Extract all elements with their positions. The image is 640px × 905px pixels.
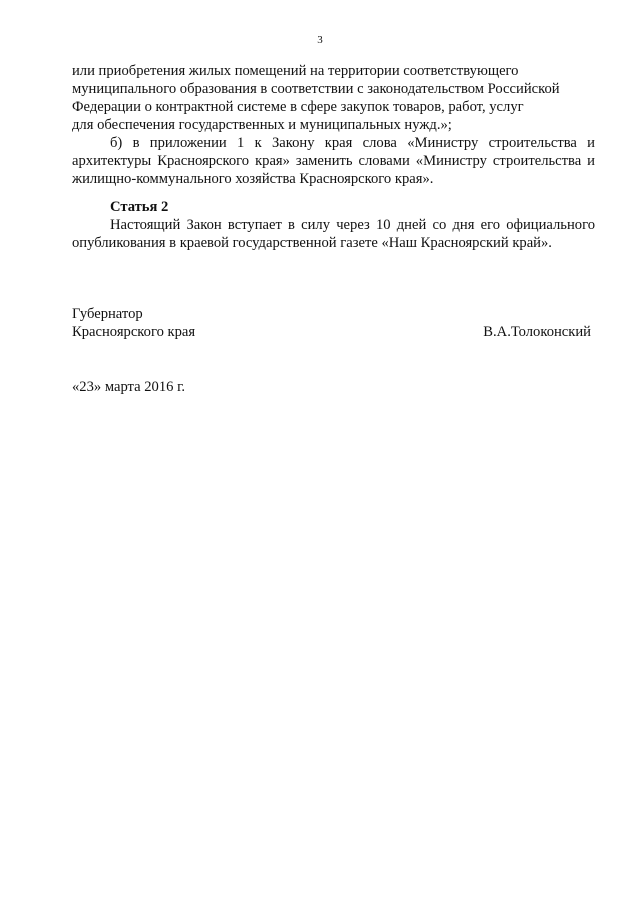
signing-date: «23» марта 2016 г. (72, 379, 186, 395)
continuation-block (72, 62, 595, 188)
continuation-line-2: муниципального образования в соответствии с законодательством Российской (72, 81, 560, 97)
article-2-block (72, 198, 595, 252)
continuation-line-3: Федерации о контрактной системе в сфере закупок товаров, работ, услуг (72, 99, 524, 115)
amendment-item-b: б) в приложении 1 к Закону края слова «Министру строительства и архитектуры Красноярского края» заменить словами «Министру строительства и жилищно-коммунального хозяйства Красноярского края». (72, 135, 595, 187)
continuation-line-4: для обеспечения государственных и муниципальных нужд.»; (72, 117, 452, 133)
signatory-position-line-2: Красноярского края (72, 324, 196, 340)
page-number: 3 (317, 34, 323, 46)
article-2-text: Настоящий Закон вступает в силу через 10 дней со дня его официального опубликования в краевой государственной газете «Наш Красноярский край». (72, 217, 595, 251)
signatory-name: В.А.Толоконский (483, 324, 591, 340)
signature-block (72, 305, 595, 341)
continuation-line-1: или приобретения жилых помещений на территории соответствующего (72, 63, 519, 79)
article-2-title: Статья 2 (110, 199, 169, 215)
signatory-position-line-1: Губернатор (72, 306, 143, 322)
